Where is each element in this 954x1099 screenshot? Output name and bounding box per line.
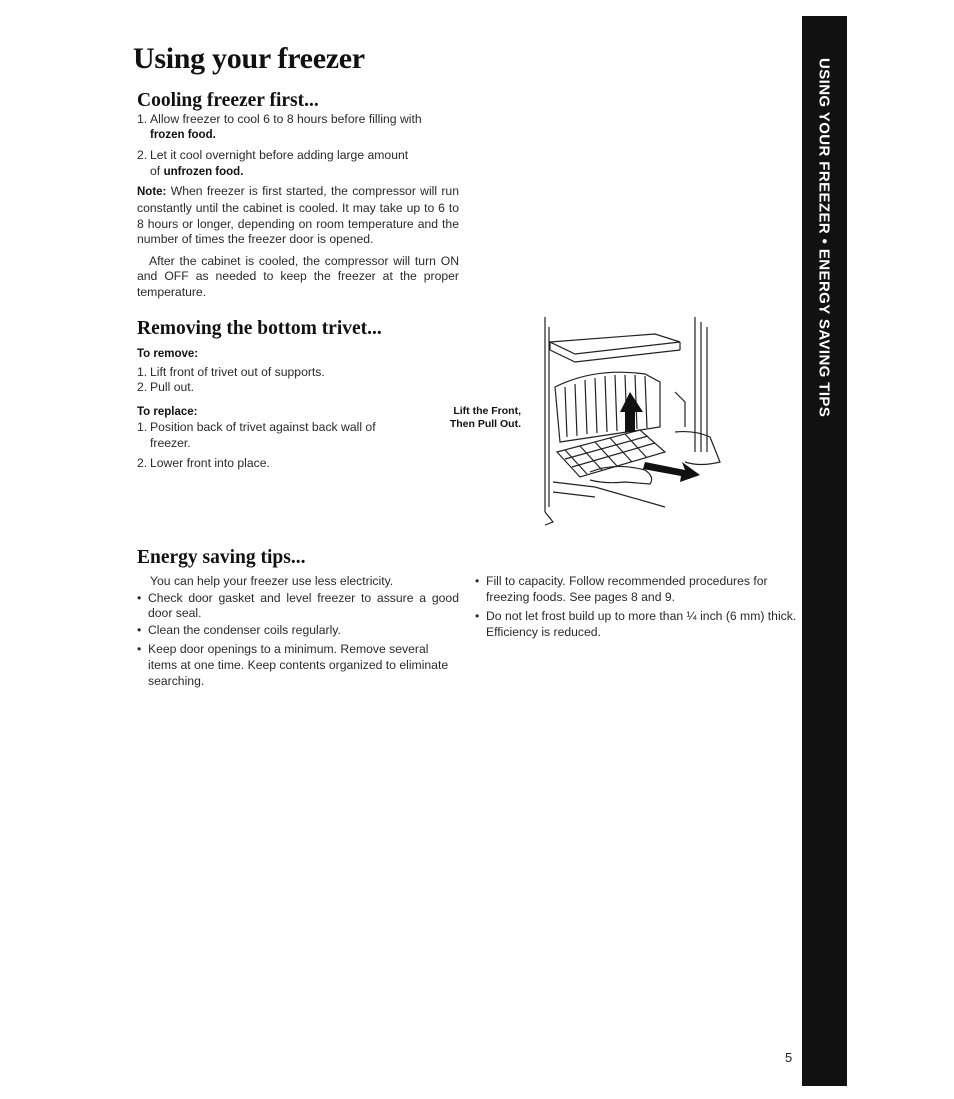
replace-step-1: 1. Position back of trivet against back wall of freezer. [137, 420, 376, 450]
cooling-step-1: 1. Allow freezer to cool 6 to 8 hours before filling with [137, 112, 422, 126]
energy-tip: • Check door gasket and level freezer to assure a good door seal. [137, 590, 459, 621]
cooling-heading: Cooling freezer first... [137, 90, 319, 111]
illustration-caption [441, 405, 521, 431]
cooling-body [137, 112, 459, 301]
remove-step-2: 2. Pull out. [137, 380, 195, 395]
remove-step-1: 1. Lift front of trivet out of supports. [137, 364, 325, 379]
replace-step-2: 2. Lower front into place. [137, 455, 270, 470]
energy-tip: • Keep door openings to a minimum. Remove several items at one time. Keep contents organized to eliminate searching. [137, 642, 449, 688]
trivet-removal-illustration [535, 312, 735, 527]
side-tab-label: USING YOUR FREEZER • ENERGY SAVING TIPS [815, 58, 833, 418]
bullet-dot: • [137, 590, 142, 605]
trivet-heading: Removing the bottom trivet... [137, 318, 382, 339]
bullet-dot: • [475, 574, 480, 588]
cooling-step-1-bold: frozen food. [150, 128, 216, 141]
trivet-body [137, 347, 397, 471]
energy-tip: • Fill to capacity. Follow recommended procedures for freezing foods. See pages 8 and 9. [475, 574, 768, 604]
bullet-dot: • [137, 642, 142, 657]
bullet-dot: • [137, 622, 142, 637]
cooling-step-2-cont: of unfrozen food. [150, 163, 244, 178]
energy-heading: Energy saving tips... [137, 547, 306, 568]
remove-label: To remove: [137, 348, 199, 360]
cooling-after: After the cabinet is cooled, the compressor will turn ON and OFF as needed to keep the freezer at the proper temperature. [137, 253, 459, 299]
page-title: Using your freezer [133, 42, 365, 75]
bullet-dot: • [475, 609, 480, 624]
energy-left-column [137, 574, 459, 689]
energy-tip: • Clean the condenser coils regularly. [137, 622, 341, 637]
energy-right-column [475, 574, 797, 640]
cooling-note: Note: When freezer is first started, the compressor will run constantly until the cabinet is cooled. It may take up to 6 to 8 hours or longer, depending on room temperature and the number of times the freezer door is opened. [137, 184, 459, 247]
cooling-step-2: 2. Let it cool overnight before adding large amount [137, 148, 409, 163]
caption-line-2: Then Pull Out. [449, 418, 521, 430]
energy-tip: • Do not let frost build up to more than ¼ inch (6 mm) thick. Efficiency is reduced. [475, 609, 797, 639]
caption-line-1: Lift the Front, [453, 405, 521, 417]
energy-intro: You can help your freezer use less electricity. [150, 574, 394, 588]
replace-label: To replace: [137, 405, 198, 418]
page-number: 5 [785, 1050, 793, 1065]
